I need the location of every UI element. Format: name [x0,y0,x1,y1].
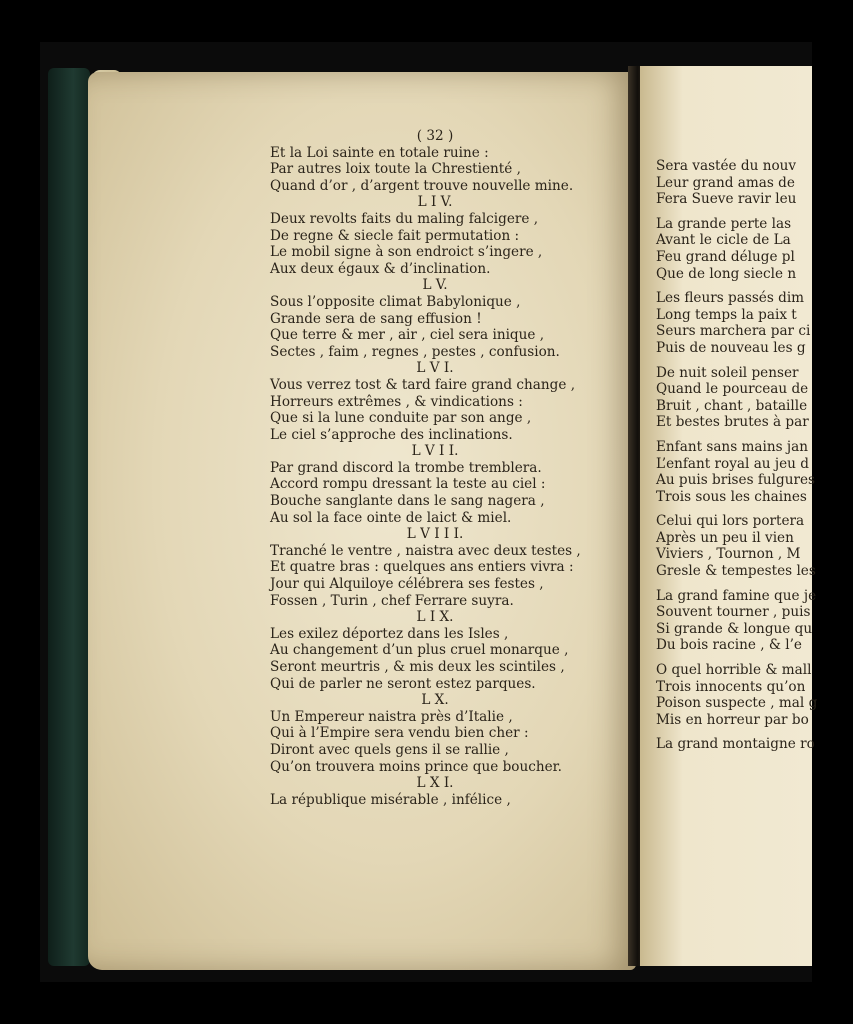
verse-line: Souvent tourner , puis [656,604,811,621]
verse-line: Si grande & longue qu [656,620,813,637]
verse-heading: L V I I I. [406,526,464,543]
verse-line: Par grand discord la trombe tremblera. [270,459,542,476]
verse-heading: L V. [422,277,448,294]
verse-line: Long temps la paix t [656,306,797,323]
verse-line: Les exilez déportez dans les Isles , [270,625,509,642]
verse-line: L’enfant royal au jeu d [656,455,809,472]
verse-gap [656,728,817,736]
verse-line: Bouche sanglante dans le sang nagera , [270,493,545,510]
verse-gap [656,431,817,439]
verse-line: Le mobil signe à son endroict s’ingere , [270,244,543,261]
verse-line: Seront meurtris , & mis deux les scintiles , [270,659,565,675]
verse-line: Mis en horreur par bo [656,711,809,728]
verse-line: La grand montaigne ro [656,736,815,753]
verse-line: Seurs marchera par ci [656,323,811,340]
verse-line: Et bestes brutes à par [656,414,809,431]
verse-gap [656,208,817,216]
verse-line: Du bois racine , & l’e [656,637,802,654]
verse-line: Qu’on trouvera moins prince que boucher. [270,758,562,775]
verse-line: Puis de nouveau les g [656,339,806,356]
verse-line: Vous verrez tost & tard faire grand change , [270,376,576,393]
verse-line: Au puis brises fulgures [656,472,815,489]
verse-line: Sous l’opposite climat Babylonique , [270,293,521,310]
verse-line: La grand famine que je [656,587,817,604]
page-number: ( 32 ) [416,128,454,144]
verse-line: Aux deux égaux & d’inclination. [270,260,491,277]
verse-heading: L X. [421,692,449,709]
verse-line: Qui de parler ne seront estez parques. [270,675,536,692]
verse-line: Tranché le ventre , naistra avec deux testes , [270,542,581,559]
verse-heading: L I X. [416,609,454,626]
verse-line: Horreurs extrêmes , & vindications : [270,393,523,410]
verse-line: Les fleurs passés dim [656,290,805,307]
verse-line: Poison suspecte , mal g [656,695,818,712]
verse-line: Diront avec quels gens il se rallie , [270,741,509,758]
verse-line: Avant le cicle de La [656,232,791,249]
verse-line: Sectes , faim , regnes , pestes , confusion. [270,343,560,360]
verse-line: Feu grand déluge pl [656,248,795,265]
verse-line: Trois innocents qu’on [656,678,806,695]
verse-line: Celui qui lors portera [656,513,805,530]
verse-line: Leur grand amas de [656,174,795,191]
verse-line: Qui à l’Empire sera vendu bien cher : [270,725,529,742]
verse-line: Fera Sueve ravir leu [656,191,797,208]
verse-line: O quel horrible & mall [656,662,812,679]
verse-line: Jour qui Alquiloye célébrera ses festes , [270,576,544,593]
verse-line: Après un peu il vien [656,529,794,546]
verse-line: Enfant sans mains jan [656,438,808,455]
verse-line: Et la Loi sainte en totale ruine : [270,144,489,161]
left-page-text [270,128,600,808]
verse-gap [656,505,817,513]
verse-line: De nuit soleil penser [656,364,799,381]
verse-line: Grande sera de sang effusion ! [270,310,482,327]
verse-heading: L I V. [417,194,453,211]
verse-line: Le ciel s’approche des inclinations. [270,426,513,443]
verse-line: Fossen , Turin , chef Ferrare suyra. [270,592,514,609]
verse-line: Accord rompu dressant la teste au ciel : [270,476,546,493]
verse-line: Au changement d’un plus cruel monarque , [270,642,569,659]
verse-line: Un Empereur naistra près d’Italie , [270,708,513,725]
verse-gap [656,580,817,588]
right-page-text [656,158,817,753]
verse-list [270,145,600,809]
verse-line: Que terre & mer , air , ciel sera inique , [270,327,545,344]
verse-heading: L V I. [416,360,454,377]
verse-line: La république misérable , infélice , [270,791,511,808]
verse-list-right [656,158,817,753]
verse-line: Que si la lune conduite par son ange , [270,410,532,427]
verse-gap [656,282,817,290]
verse-heading: L X I. [416,775,454,792]
verse-gap [656,357,817,365]
verse-line: La grande perte las [656,215,792,232]
verse-line: Trois sous les chaines [656,488,807,505]
verse-line: Sera vastée du nouv [656,158,797,174]
book-cover-spine [48,68,90,966]
verse-line: Que de long siecle n [656,265,797,282]
verse-line: De regne & siecle fait permutation : [270,227,520,244]
verse-line: Et quatre bras : quelques ans entiers vivra : [270,559,574,576]
verse-line: Quand d’or , d’argent trouve nouvelle mine. [270,177,574,194]
verse-line: Au sol la face ointe de laict & miel. [270,509,512,526]
verse-line: Viviers , Tournon , M [656,546,801,563]
verse-line: Bruit , chant , bataille [656,397,808,414]
verse-heading: L V I I. [411,443,459,460]
verse-line: Par autres loix toute la Chrestienté , [270,161,521,178]
verse-line: Deux revolts faits du maling falcigere , [270,210,539,227]
verse-gap [656,654,817,662]
verse-line: Quand le pourceau de [656,381,809,398]
verse-line: Gresle & tempestes les [656,563,816,580]
